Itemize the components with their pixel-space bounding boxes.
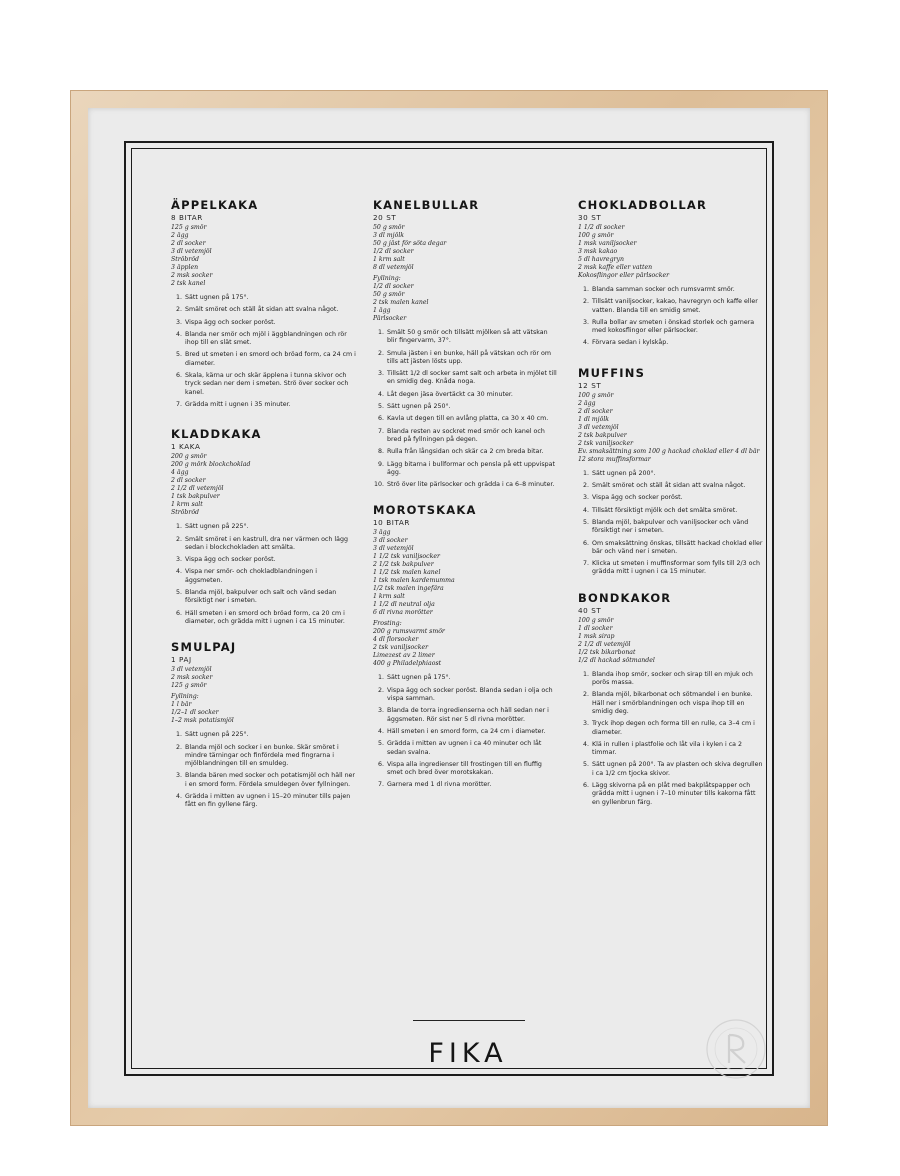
ingredient-item: 1/2 tsk malen ingefära	[373, 585, 444, 593]
ingredient-item: 2 msk kaffe eller vatten	[578, 264, 653, 271]
instruction-step: 7. Grädda mitt i ugnen i 35 minuter.	[184, 401, 356, 409]
instruction-step: 5. Sätt ugnen på 250°.	[386, 403, 558, 411]
recipe-title: MUFFINS	[578, 365, 646, 380]
ingredient-item: 100 g smör	[578, 232, 614, 239]
instruction-step: 4. Förvara sedan i kylskåp.	[591, 339, 763, 347]
ingredient-item: 3 dl vetemjöl	[171, 666, 212, 674]
recipe-card	[373, 503, 558, 789]
ingredient-item: 1 1/2 tsk malen kanel	[373, 569, 441, 577]
ingredient-item: 1 tsk bakpulver	[171, 493, 220, 501]
ingredient-item: 3 dl vetemjöl	[373, 545, 414, 553]
ingredient-item: 1–2 msk potatismjöl	[171, 717, 234, 725]
ingredient-list	[373, 283, 558, 323]
ingredient-list	[578, 617, 763, 665]
instruction-list	[373, 674, 558, 789]
instruction-step: 3. Tryck ihop degen och forma till en rulle, ca 3–4 cm i diameter.	[591, 720, 763, 737]
instruction-step: 5. Blanda mjöl, bakpulver och vaniljsocker och vänd försiktigt ner i smeten.	[591, 519, 763, 536]
instruction-step: 6. Skala, kärna ur och skär äpplena i tunna skivor och tryck sedan ner dem i smeten. Strö över socker och kanel.	[184, 372, 356, 397]
recipe-yield: 12 ST	[578, 380, 602, 390]
ingredient-sublabel: Fyllning:	[171, 693, 199, 701]
instruction-list	[578, 470, 763, 577]
ingredient-item: 3 ägg	[373, 529, 391, 537]
ingredient-item: 100 g smör	[578, 616, 614, 624]
instruction-list	[578, 671, 763, 807]
recipe-title: BONDKAKOR	[578, 590, 672, 605]
instruction-step: 2. Blanda mjöl och socker i en bunke. Skär smöret i mindre tärningar och finfördela med fingrarna i mjölblandningen till en smuldeg.	[184, 744, 356, 769]
instruction-step: 1. Sätt ugnen på 175°.	[184, 294, 356, 302]
ingredient-sublabel: Frosting:	[373, 620, 402, 628]
recipe-yield: 40 ST	[578, 605, 602, 615]
ingredient-list	[171, 453, 356, 517]
instruction-step: 5. Sätt ugnen på 200°. Ta av plasten och skiva degrullen i ca 1/2 cm tjocka skivor.	[591, 761, 763, 778]
instruction-step: 3. Vispa ägg och socker poröst.	[184, 319, 356, 327]
ingredient-item: 200 g smör	[171, 453, 207, 461]
ingredient-item: Ströbröd	[171, 509, 200, 517]
ingredient-item: 50 g jäst för söta degar	[373, 240, 447, 247]
instruction-step: 4. Blanda ner smör och mjöl i äggblandningen och rör ihop till en slät smet.	[184, 331, 356, 348]
recipe-card	[171, 640, 356, 809]
instruction-step: 2. Tillsätt vaniljsocker, kakao, havregryn och kaffe eller vatten. Blanda till en smidig smet.	[591, 298, 763, 315]
ingredient-item: 400 g Philadelphiaost	[373, 660, 442, 668]
ingredient-item: 2 msk socker	[171, 272, 213, 279]
ingredient-item: 1 krm salt	[171, 501, 203, 509]
ingredient-list	[578, 392, 763, 464]
recipe-column-right	[578, 198, 763, 821]
ingredient-item: 1 dl socker	[578, 624, 613, 632]
instruction-step: 2. Smält smöret och ställ åt sidan att svalna något.	[591, 482, 763, 490]
recipe-card	[171, 198, 356, 409]
ingredient-item: 1 msk vaniljsocker	[578, 240, 637, 247]
instruction-step: 1. Smält 50 g smör och tillsätt mjölken så att vätskan blir fingervarm, 37°.	[386, 329, 558, 346]
ingredient-item: 2 1/2 dl vetemjöl	[171, 485, 224, 493]
recipe-yield: 1 PAJ	[171, 655, 192, 665]
ingredient-item: 1 ägg	[373, 307, 391, 314]
ingredient-item: 1 l bär	[171, 701, 192, 709]
ingredient-item: Ev. smaksättning som 100 g hackad choklad eller 4 dl bär	[578, 447, 760, 455]
ingredient-item: 1 krm salt	[373, 593, 405, 601]
ingredient-item: 50 g smör	[373, 291, 405, 298]
recipe-yield: 20 ST	[373, 213, 397, 222]
recipe-title: MOROTSKAKA	[373, 503, 477, 518]
recipe-column-left	[171, 198, 356, 824]
wooden-frame	[70, 90, 828, 1126]
ingredient-item: 2 ägg	[171, 232, 189, 239]
ingredient-item: 8 dl vetemjöl	[373, 264, 414, 271]
ingredient-item: 6 dl rivna morötter	[373, 609, 433, 617]
instruction-step: 8. Rulla från långsidan och skär ca 2 cm breda bitar.	[386, 448, 558, 456]
ingredient-list	[578, 224, 763, 280]
ingredient-item: 1 krm salt	[373, 256, 405, 263]
instruction-step: 3. Vispa ägg och socker poröst.	[184, 556, 356, 564]
ingredient-item: Kokosflingor eller pärlsocker	[578, 272, 670, 279]
instruction-step: 4. Tillsätt försiktigt mjölk och det smälta smöret.	[591, 507, 763, 515]
ingredient-item: 2 tsk bakpulver	[578, 431, 627, 439]
ingredient-item: 125 g smör	[171, 682, 207, 690]
recipe-title: KANELBULLAR	[373, 198, 480, 212]
ingredient-list	[373, 224, 558, 272]
recipe-yield: 8 BITAR	[171, 213, 203, 222]
ingredient-item: 100 g smör	[578, 391, 614, 399]
ingredient-sublabel: Fyllning:	[373, 275, 401, 282]
instruction-step: 7. Blanda resten av sockret med smör och kanel och bred på fyllningen på degen.	[386, 428, 558, 445]
ingredient-item: 3 dl vetemjöl	[578, 423, 619, 431]
instruction-step: 1. Blanda samman socker och rumsvarmt smör.	[591, 286, 763, 294]
ingredient-item: 12 stora muffinsformar	[578, 455, 651, 463]
ingredient-item: 125 g smör	[171, 224, 207, 231]
instruction-step: 4. Häll smeten i en smord form, ca 24 cm i diameter.	[386, 728, 558, 736]
instruction-step: 3. Blanda de torra ingredienserna och häll sedan ner i äggsmeten. Rör sist ner 5 dl rivna morötter.	[386, 707, 558, 724]
instruction-step: 7. Klicka ut smeten i muffinsformar som fylls till 2/3 och grädda mitt i ugnen i ca 15 minuter.	[591, 560, 763, 577]
recipe-card	[578, 198, 763, 348]
ingredient-item: 2 dl socker	[171, 240, 206, 247]
ingredient-item: 1/2 tsk bikarbonat	[578, 648, 636, 656]
ingredient-item: 2 1/2 dl vetemjöl	[578, 640, 631, 648]
instruction-list	[171, 731, 356, 809]
instruction-step: 3. Blanda bären med socker och potatismjöl och häll ner i en smord form. Fördela smuldegen över fyllningen.	[184, 772, 356, 789]
recipe-column-middle	[373, 198, 558, 804]
ingredient-item: 1 dl mjölk	[578, 415, 610, 423]
ingredient-item: 4 ägg	[171, 469, 189, 477]
ingredient-item: 3 dl vetemjöl	[171, 248, 212, 255]
instruction-step: 3. Tillsätt 1/2 dl socker samt salt och arbeta in mjölet till en smidig deg. Knåda noga.	[386, 370, 558, 387]
recipe-title: CHOKLADBOLLAR	[578, 198, 708, 212]
ingredient-item: 2 tsk vaniljsocker	[578, 439, 634, 447]
recipe-title: ÄPPELKAKA	[171, 198, 259, 212]
ingredient-item: 50 g smör	[373, 224, 405, 231]
ingredient-list	[171, 701, 356, 725]
instruction-step: 6. Häll smeten i en smord och bröad form, ca 20 cm i diameter, och grädda mitt i ugnen i ca 15 minuter.	[184, 610, 356, 627]
instruction-step: 6. Om smaksättning önskas, tillsätt hackad choklad eller bär och vänd ner i smeten.	[591, 540, 763, 557]
instruction-list	[373, 329, 558, 489]
recipe-yield: 1 KAKA	[171, 442, 201, 452]
instruction-step: 5. Blanda mjöl, bakpulver och salt och vänd sedan försiktigt ner i smeten.	[184, 589, 356, 606]
ingredient-item: 4 dl florsocker	[373, 636, 419, 644]
instruction-step: 9. Lägg bitarna i bullformar och pensla på ett uppvispat ägg.	[386, 461, 558, 478]
instruction-step: 1. Sätt ugnen på 175°.	[386, 674, 558, 682]
ingredient-item: 1 1/2 tsk vaniljsocker	[373, 553, 440, 561]
recipe-yield: 30 ST	[578, 213, 602, 222]
recipe-card	[373, 198, 558, 489]
instruction-step: 1. Sätt ugnen på 225°.	[184, 731, 356, 739]
recipe-card	[578, 366, 763, 577]
ingredient-item: 2 1/2 tsk bakpulver	[373, 561, 434, 569]
ingredient-item: 2 dl socker	[171, 477, 206, 485]
recipe-title: SMULPAJ	[171, 640, 237, 655]
instruction-list	[171, 523, 356, 626]
instruction-list	[578, 286, 763, 348]
instruction-step: 10. Strö över lite pärlsocker och grädda i ca 6–8 minuter.	[386, 481, 558, 489]
ingredient-item: 5 dl havregryn	[578, 256, 624, 263]
ingredient-item: 1 1/2 dl socker	[578, 224, 625, 231]
instruction-step: 2. Smält smöret och ställ åt sidan att svalna något.	[184, 306, 356, 314]
recipe-yield: 10 BITAR	[373, 518, 411, 528]
instruction-step: 4. Klä in rullen i plastfolie och låt vila i kylen i ca 2 timmar.	[591, 741, 763, 758]
instruction-step: 7. Garnera med 1 dl rivna morötter.	[386, 781, 558, 789]
ingredient-item: 3 msk kakao	[578, 248, 618, 255]
instruction-step: 1. Sätt ugnen på 200°.	[591, 470, 763, 478]
instruction-step: 4. Vispa ner smör- och chokladblandningen i äggsmeten.	[184, 568, 356, 585]
title-divider	[413, 1020, 525, 1021]
instruction-step: 2. Blanda mjöl, bikarbonat och sötmandel i en bunke. Häll ner i smörblandningen och vispa ihop till en smidig deg.	[591, 691, 763, 716]
embossed-seal-icon	[705, 1018, 767, 1080]
instruction-step: 4. Grädda i mitten av ugnen i 15–20 minuter tills pajen fått en fin gyllene färg.	[184, 793, 356, 810]
ingredient-item: 2 ägg	[578, 399, 596, 407]
ingredient-item: 200 g rumsvarmt smör	[373, 628, 445, 636]
recipe-title: KLADDKAKA	[171, 427, 262, 442]
ingredient-item: 200 g mörk blockchoklad	[171, 461, 251, 469]
recipe-card	[578, 591, 763, 807]
ingredient-item: 1/2 dl socker	[373, 283, 414, 290]
recipe-card	[171, 427, 356, 626]
poster-title: FIKA	[428, 1038, 508, 1069]
instruction-step: 6. Vispa alla ingredienser till frostingen till en fluffig smet och bred över morotskakan.	[386, 761, 558, 778]
ingredient-item: Pärlsocker	[373, 315, 407, 322]
instruction-step: 3. Vispa ägg och socker poröst.	[591, 494, 763, 502]
ingredient-item: Limezest av 2 limer	[373, 652, 435, 660]
ingredient-list	[171, 224, 356, 288]
ingredient-item: 1 1/2 dl neutral olja	[373, 601, 435, 609]
instruction-step: 5. Bred ut smeten i en smord och bröad form, ca 24 cm i diameter.	[184, 351, 356, 368]
ingredient-list	[373, 529, 558, 617]
poster-paper	[88, 108, 810, 1108]
ingredient-list	[373, 628, 558, 668]
ingredient-item: 3 dl mjölk	[373, 232, 405, 239]
ingredient-item: 2 tsk malen kanel	[373, 299, 429, 306]
ingredient-item: 2 tsk kanel	[171, 280, 206, 287]
instruction-step: 1. Sätt ugnen på 225°.	[184, 523, 356, 531]
instruction-step: 3. Rulla bollar av smeten i önskad storlek och garnera med kokosflingor eller pärlsocker.	[591, 319, 763, 336]
instruction-step: 2. Vispa ägg och socker poröst. Blanda sedan i olja och vispa samman.	[386, 687, 558, 704]
ingredient-item: 2 tsk vaniljsocker	[373, 644, 429, 652]
ingredient-item: 1 msk sirap	[578, 632, 615, 640]
instruction-list	[171, 294, 356, 409]
ingredient-item: 3 äpplen	[171, 264, 199, 271]
ingredient-item: 1/2–1 dl socker	[171, 709, 219, 717]
ingredient-list	[171, 666, 356, 690]
ingredient-item: 2 dl socker	[578, 407, 613, 415]
instruction-step: 2. Smält smöret i en kastrull, dra ner värmen och lägg sedan i blockchokladen att smälta.	[184, 536, 356, 553]
instruction-step: 4. Låt degen jäsa övertäckt ca 30 minuter.	[386, 391, 558, 399]
instruction-step: 1. Blanda ihop smör, socker och sirap till en mjuk och porös massa.	[591, 671, 763, 688]
ingredient-item: 1/2 dl hackad sötmandel	[578, 656, 655, 664]
ingredient-item: 1/2 dl socker	[373, 248, 414, 255]
ingredient-item: Ströbröd	[171, 256, 200, 263]
ingredient-item: 1 tsk malen kardemumma	[373, 577, 455, 585]
ingredient-item: 3 dl socker	[373, 537, 408, 545]
instruction-step: 6. Lägg skivorna på en plåt med bakplåtspapper och grädda mitt i ugnen i 7–10 minuter tills kakorna fått en gyllenbrun färg.	[591, 782, 763, 807]
instruction-step: 5. Grädda i mitten av ugnen i ca 40 minuter och låt sedan svalna.	[386, 740, 558, 757]
instruction-step: 6. Kavla ut degen till en avlång platta, ca 30 x 40 cm.	[386, 415, 558, 423]
ingredient-item: 2 msk socker	[171, 674, 213, 682]
instruction-step: 2. Smula jästen i en bunke, häll på vätskan och rör om tills att jästen lösts upp.	[386, 350, 558, 367]
